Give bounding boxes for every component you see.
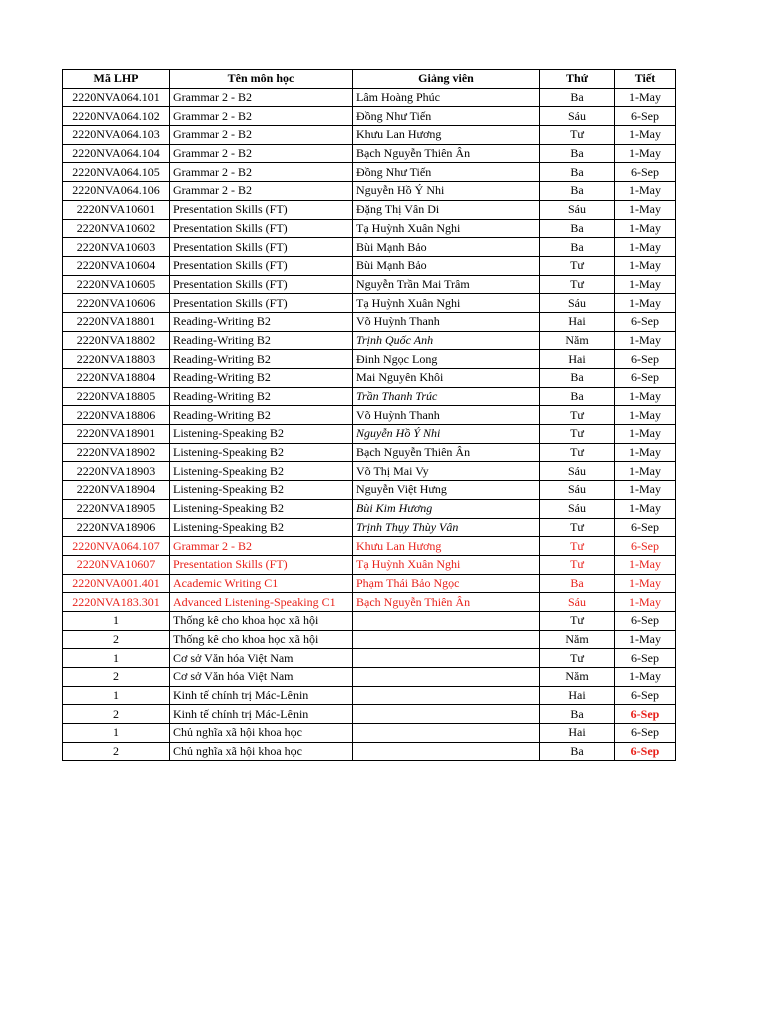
lecturer-cell <box>353 649 540 668</box>
table-row <box>63 163 676 182</box>
weekday-cell: Sáu <box>540 462 615 481</box>
table-row <box>63 312 676 331</box>
period-cell: 1-May <box>615 462 676 481</box>
course-name-cell: Grammar 2 - B2 <box>170 182 353 201</box>
course-code-cell: 2220NVA18804 <box>63 369 170 388</box>
course-code-cell: 2220NVA064.101 <box>63 88 170 107</box>
course-name-cell: Kinh tế chính trị Mác-Lênin <box>170 686 353 705</box>
lecturer-cell: Khưu Lan Hương <box>353 537 540 556</box>
lecturer-cell: Bùi Mạnh Bảo <box>353 238 540 257</box>
course-code-cell: 2220NVA18904 <box>63 481 170 500</box>
period-cell: 1-May <box>615 668 676 687</box>
table-row <box>63 107 676 126</box>
period-cell: 6-Sep <box>615 742 676 761</box>
table-row <box>63 742 676 761</box>
period-cell: 6-Sep <box>615 537 676 556</box>
table-row <box>63 144 676 163</box>
lecturer-cell: Khưu Lan Hương <box>353 126 540 145</box>
lecturer-cell <box>353 611 540 630</box>
period-cell: 6-Sep <box>615 369 676 388</box>
table-row <box>63 126 676 145</box>
course-name-cell: Listening-Speaking B2 <box>170 499 353 518</box>
table-row <box>63 350 676 369</box>
course-name-cell: Listening-Speaking B2 <box>170 425 353 444</box>
course-code-cell: 2 <box>63 630 170 649</box>
table-row <box>63 499 676 518</box>
course-name-cell: Reading-Writing B2 <box>170 406 353 425</box>
header-course-name: Tên môn học <box>170 70 353 89</box>
course-name-cell: Kinh tế chính trị Mác-Lênin <box>170 705 353 724</box>
table-row <box>63 406 676 425</box>
lecturer-cell: Bùi Kim Hương <box>353 499 540 518</box>
lecturer-cell <box>353 668 540 687</box>
schedule-table <box>62 69 676 761</box>
course-name-cell: Presentation Skills (FT) <box>170 275 353 294</box>
lecturer-cell: Đồng Như Tiến <box>353 163 540 182</box>
course-name-cell: Grammar 2 - B2 <box>170 88 353 107</box>
course-name-cell: Advanced Listening-Speaking C1 <box>170 593 353 612</box>
weekday-cell: Tư <box>540 611 615 630</box>
course-name-cell: Listening-Speaking B2 <box>170 443 353 462</box>
period-cell: 6-Sep <box>615 611 676 630</box>
period-cell: 1-May <box>615 481 676 500</box>
period-cell: 1-May <box>615 406 676 425</box>
lecturer-cell: Võ Huỳnh Thanh <box>353 406 540 425</box>
header-weekday: Thứ <box>540 70 615 89</box>
weekday-cell: Sáu <box>540 200 615 219</box>
course-code-cell: 2220NVA18803 <box>63 350 170 369</box>
period-cell: 1-May <box>615 182 676 201</box>
course-name-cell: Thống kê cho khoa học xã hội <box>170 611 353 630</box>
course-code-cell: 1 <box>63 686 170 705</box>
header-lecturer: Giảng viên <box>353 70 540 89</box>
lecturer-cell: Trịnh Thụy Thùy Vân <box>353 518 540 537</box>
weekday-cell: Ba <box>540 163 615 182</box>
weekday-cell: Hai <box>540 686 615 705</box>
weekday-cell: Ba <box>540 182 615 201</box>
table-row <box>63 649 676 668</box>
lecturer-cell: Nguyễn Hồ Ý Nhi <box>353 425 540 444</box>
course-code-cell: 2220NVA10607 <box>63 555 170 574</box>
weekday-cell: Tư <box>540 126 615 145</box>
weekday-cell: Sáu <box>540 481 615 500</box>
course-code-cell: 2220NVA10603 <box>63 238 170 257</box>
table-row <box>63 724 676 743</box>
lecturer-cell: Võ Huỳnh Thanh <box>353 312 540 331</box>
table-row <box>63 481 676 500</box>
weekday-cell: Năm <box>540 668 615 687</box>
weekday-cell: Năm <box>540 331 615 350</box>
lecturer-cell: Nguyễn Hồ Ý Nhi <box>353 182 540 201</box>
course-code-cell: 1 <box>63 649 170 668</box>
period-cell: 1-May <box>615 630 676 649</box>
course-code-cell: 2220NVA18802 <box>63 331 170 350</box>
table-row <box>63 387 676 406</box>
table-row <box>63 256 676 275</box>
period-cell: 1-May <box>615 126 676 145</box>
table-row <box>63 294 676 313</box>
course-code-cell: 2220NVA064.104 <box>63 144 170 163</box>
course-name-cell: Academic Writing C1 <box>170 574 353 593</box>
table-row <box>63 537 676 556</box>
weekday-cell: Hai <box>540 724 615 743</box>
period-cell: 1-May <box>615 256 676 275</box>
table-row <box>63 88 676 107</box>
weekday-cell: Tư <box>540 425 615 444</box>
lecturer-cell <box>353 724 540 743</box>
course-name-cell: Chủ nghĩa xã hội khoa học <box>170 742 353 761</box>
course-code-cell: 2220NVA10606 <box>63 294 170 313</box>
period-cell: 1-May <box>615 425 676 444</box>
header-period: Tiết <box>615 70 676 89</box>
period-cell: 1-May <box>615 144 676 163</box>
table-row <box>63 275 676 294</box>
table-row <box>63 443 676 462</box>
table-row <box>63 518 676 537</box>
course-name-cell: Presentation Skills (FT) <box>170 238 353 257</box>
course-name-cell: Reading-Writing B2 <box>170 312 353 331</box>
course-code-cell: 2220NVA18901 <box>63 425 170 444</box>
period-cell: 6-Sep <box>615 350 676 369</box>
weekday-cell: Ba <box>540 238 615 257</box>
lecturer-cell: Tạ Huỳnh Xuân Nghi <box>353 555 540 574</box>
table-row <box>63 555 676 574</box>
weekday-cell: Ba <box>540 742 615 761</box>
lecturer-cell: Bạch Nguyễn Thiên Ân <box>353 593 540 612</box>
course-code-cell: 2 <box>63 705 170 724</box>
table-row <box>63 462 676 481</box>
table-row <box>63 331 676 350</box>
course-code-cell: 2220NVA064.102 <box>63 107 170 126</box>
course-name-cell: Reading-Writing B2 <box>170 331 353 350</box>
course-code-cell: 2220NVA18902 <box>63 443 170 462</box>
course-code-cell: 2220NVA183.301 <box>63 593 170 612</box>
lecturer-cell: Trần Thanh Trúc <box>353 387 540 406</box>
course-name-cell: Grammar 2 - B2 <box>170 107 353 126</box>
weekday-cell: Sáu <box>540 499 615 518</box>
period-cell: 1-May <box>615 200 676 219</box>
period-cell: 6-Sep <box>615 649 676 668</box>
course-name-cell: Cơ sở Văn hóa Việt Nam <box>170 649 353 668</box>
table-row <box>63 238 676 257</box>
table-row <box>63 200 676 219</box>
table-row <box>63 219 676 238</box>
course-name-cell: Listening-Speaking B2 <box>170 518 353 537</box>
lecturer-cell: Mai Nguyên Khôi <box>353 369 540 388</box>
period-cell: 6-Sep <box>615 163 676 182</box>
course-code-cell: 2220NVA10604 <box>63 256 170 275</box>
period-cell: 1-May <box>615 219 676 238</box>
lecturer-cell: Bạch Nguyễn Thiên Ân <box>353 144 540 163</box>
weekday-cell: Tư <box>540 443 615 462</box>
table-row <box>63 182 676 201</box>
period-cell: 6-Sep <box>615 107 676 126</box>
lecturer-cell <box>353 630 540 649</box>
table-row <box>63 668 676 687</box>
lecturer-cell: Bạch Nguyễn Thiên Ân <box>353 443 540 462</box>
course-code-cell: 1 <box>63 611 170 630</box>
weekday-cell: Năm <box>540 630 615 649</box>
weekday-cell: Tư <box>540 649 615 668</box>
course-name-cell: Presentation Skills (FT) <box>170 256 353 275</box>
weekday-cell: Tư <box>540 537 615 556</box>
course-code-cell: 2 <box>63 668 170 687</box>
course-name-cell: Presentation Skills (FT) <box>170 219 353 238</box>
course-name-cell: Chủ nghĩa xã hội khoa học <box>170 724 353 743</box>
period-cell: 6-Sep <box>615 705 676 724</box>
weekday-cell: Ba <box>540 219 615 238</box>
period-cell: 1-May <box>615 574 676 593</box>
table-row <box>63 369 676 388</box>
course-name-cell: Presentation Skills (FT) <box>170 200 353 219</box>
lecturer-cell: Phạm Thái Bảo Ngọc <box>353 574 540 593</box>
weekday-cell: Ba <box>540 144 615 163</box>
course-name-cell: Reading-Writing B2 <box>170 350 353 369</box>
course-code-cell: 2220NVA064.105 <box>63 163 170 182</box>
course-name-cell: Thống kê cho khoa học xã hội <box>170 630 353 649</box>
course-code-cell: 2220NVA18806 <box>63 406 170 425</box>
course-name-cell: Presentation Skills (FT) <box>170 555 353 574</box>
table-row <box>63 705 676 724</box>
period-cell: 1-May <box>615 275 676 294</box>
period-cell: 6-Sep <box>615 518 676 537</box>
weekday-cell: Sáu <box>540 294 615 313</box>
period-cell: 1-May <box>615 593 676 612</box>
period-cell: 1-May <box>615 443 676 462</box>
lecturer-cell: Võ Thị Mai Vy <box>353 462 540 481</box>
table-row <box>63 593 676 612</box>
period-cell: 1-May <box>615 238 676 257</box>
weekday-cell: Hai <box>540 312 615 331</box>
lecturer-cell <box>353 686 540 705</box>
course-code-cell: 2220NVA064.107 <box>63 537 170 556</box>
period-cell: 1-May <box>615 555 676 574</box>
lecturer-cell: Tạ Huỳnh Xuân Nghi <box>353 294 540 313</box>
lecturer-cell: Đặng Thị Vân Di <box>353 200 540 219</box>
course-code-cell: 1 <box>63 724 170 743</box>
weekday-cell: Tư <box>540 275 615 294</box>
lecturer-cell <box>353 742 540 761</box>
course-code-cell: 2220NVA064.103 <box>63 126 170 145</box>
weekday-cell: Ba <box>540 387 615 406</box>
course-name-cell: Cơ sở Văn hóa Việt Nam <box>170 668 353 687</box>
period-cell: 1-May <box>615 294 676 313</box>
weekday-cell: Ba <box>540 88 615 107</box>
lecturer-cell: Đồng Như Tiến <box>353 107 540 126</box>
weekday-cell: Hai <box>540 350 615 369</box>
course-code-cell: 2220NVA18906 <box>63 518 170 537</box>
weekday-cell: Sáu <box>540 593 615 612</box>
course-name-cell: Presentation Skills (FT) <box>170 294 353 313</box>
course-code-cell: 2220NVA064.106 <box>63 182 170 201</box>
weekday-cell: Ba <box>540 574 615 593</box>
lecturer-cell: Tạ Huỳnh Xuân Nghi <box>353 219 540 238</box>
weekday-cell: Ba <box>540 369 615 388</box>
weekday-cell: Tư <box>540 555 615 574</box>
weekday-cell: Tư <box>540 256 615 275</box>
course-code-cell: 2220NVA18903 <box>63 462 170 481</box>
table-row <box>63 630 676 649</box>
course-code-cell: 2220NVA001.401 <box>63 574 170 593</box>
lecturer-cell: Đinh Ngọc Long <box>353 350 540 369</box>
course-name-cell: Listening-Speaking B2 <box>170 462 353 481</box>
period-cell: 6-Sep <box>615 686 676 705</box>
course-name-cell: Reading-Writing B2 <box>170 387 353 406</box>
table-row <box>63 611 676 630</box>
period-cell: 6-Sep <box>615 312 676 331</box>
header-row <box>63 70 676 89</box>
weekday-cell: Tư <box>540 406 615 425</box>
course-code-cell: 2220NVA10605 <box>63 275 170 294</box>
course-name-cell: Listening-Speaking B2 <box>170 481 353 500</box>
period-cell: 6-Sep <box>615 724 676 743</box>
course-name-cell: Grammar 2 - B2 <box>170 144 353 163</box>
course-code-cell: 2220NVA10601 <box>63 200 170 219</box>
weekday-cell: Tư <box>540 518 615 537</box>
table-row <box>63 686 676 705</box>
lecturer-cell: Nguyễn Trần Mai Trâm <box>353 275 540 294</box>
period-cell: 1-May <box>615 331 676 350</box>
course-name-cell: Grammar 2 - B2 <box>170 537 353 556</box>
weekday-cell: Sáu <box>540 107 615 126</box>
course-code-cell: 2220NVA18805 <box>63 387 170 406</box>
course-code-cell: 2220NVA18905 <box>63 499 170 518</box>
lecturer-cell <box>353 705 540 724</box>
course-name-cell: Grammar 2 - B2 <box>170 126 353 145</box>
course-code-cell: 2220NVA10602 <box>63 219 170 238</box>
course-name-cell: Reading-Writing B2 <box>170 369 353 388</box>
course-name-cell: Grammar 2 - B2 <box>170 163 353 182</box>
lecturer-cell: Lâm Hoàng Phúc <box>353 88 540 107</box>
course-code-cell: 2220NVA18801 <box>63 312 170 331</box>
weekday-cell: Ba <box>540 705 615 724</box>
period-cell: 1-May <box>615 88 676 107</box>
course-code-cell: 2 <box>63 742 170 761</box>
period-cell: 1-May <box>615 387 676 406</box>
period-cell: 1-May <box>615 499 676 518</box>
lecturer-cell: Nguyễn Việt Hưng <box>353 481 540 500</box>
header-course-code: Mã LHP <box>63 70 170 89</box>
table-row <box>63 425 676 444</box>
lecturer-cell: Bùi Mạnh Bảo <box>353 256 540 275</box>
table-row <box>63 574 676 593</box>
lecturer-cell: Trịnh Quốc Anh <box>353 331 540 350</box>
